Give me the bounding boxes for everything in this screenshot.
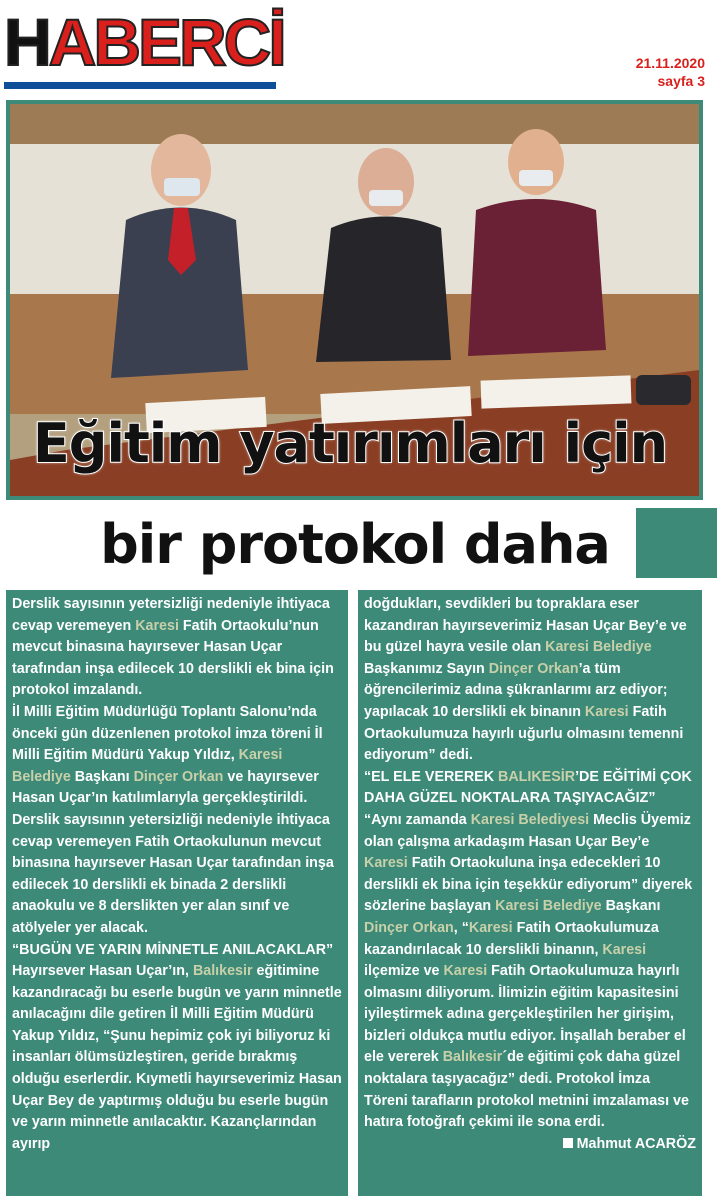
article-paragraph (12, 961, 342, 1155)
highlighted-name: Karesi Belediyesi (470, 811, 590, 828)
article-paragraph (12, 594, 342, 702)
paragraph-text: doğdukları, sevdikleri bu topraklara eser kazandıran hayırseverimiz Hasan Uçar Bey’e ve bu güzel hayra vesile olan (364, 596, 687, 656)
article-column-left (6, 590, 348, 1196)
headline-line-2-box (72, 508, 638, 584)
highlighted-name: BALIKESİR (498, 768, 576, 785)
paragraph-text: Meclis Üyemiz olan çalışma arkadaşım Hasan Uçar Bey’e (364, 811, 691, 850)
paragraph-text: “EL ELE VEREREK (364, 768, 498, 785)
byline (364, 1134, 696, 1156)
paragraph-text: Hayırsever Hasan Uçar’ın, (12, 963, 193, 980)
dateline (636, 54, 705, 90)
article-paragraph (12, 940, 342, 962)
headline-accent-block (636, 508, 717, 578)
article-paragraph (12, 810, 342, 940)
headline-spacer (4, 508, 72, 584)
paragraph-text: Derslik sayısının yetersizliği nedeniyle ihtiyaca cevap veremeyen (12, 596, 330, 634)
haberci-logo (4, 2, 284, 90)
highlighted-name: Karesi Belediye (12, 747, 283, 785)
headline-line-1: Eğitim yatırımları için (32, 412, 668, 475)
paragraph-text: İl Milli Eğitim Müdürlüğü Toplantı Salonu’nda önceki gün düzenlenen protokol imza töreni İl Milli Eğitim Müdürü Yakup Yıldız, (12, 703, 323, 764)
issue-date: 21.11.2020 (635, 55, 705, 71)
highlighted-name: Dinçer Orkan (364, 919, 454, 936)
article-paragraph (12, 702, 342, 810)
highlighted-name: Karesi (135, 617, 179, 634)
paragraph-text: Fatih Ortaokulu’nun mevcut binasına hayırsever Hasan Uçar tarafından inşa edilecek 10 derslikli ek bina için protokol imzalandı. (12, 617, 334, 699)
byline-square-icon (563, 1138, 573, 1148)
headline-line-2: bir protokol daha (100, 513, 610, 576)
paragraph-text: , “ (453, 919, 469, 936)
paragraph-text: Başkanı (70, 768, 134, 785)
paragraph-text: Başkanımız Sayın (364, 660, 489, 677)
highlighted-name: Karesi Belediye (545, 639, 652, 656)
article-column-right (358, 590, 702, 1196)
paragraph-text: eğitimine kazandıracağı bu eserle bugün ve yarın minnetle anılacağını dile getiren İl Milli Eğitim Müdürü Yakup Yıldız, “Şunu hepimiz çok iyi biliyoruz ki insanları ölümsüzleştiren, geride bırakmış olduğu eserlerdir. Kıymetli hayırseverimiz Hasan Uçar Bey de yaptırmış olduğu bu eserle bugün ve yarın minnetle anılacaktır. Kazançlarından ayırıp (12, 963, 342, 1152)
highlighted-name: Karesi (584, 703, 629, 720)
highlighted-name: Balıkesir (192, 963, 253, 980)
byline-author: Mahmut ACARÖZ (576, 1135, 696, 1152)
highlighted-name: Dinçer Orkan (488, 660, 579, 677)
paragraph-text: “BUGÜN VE YARIN MİNNETLE ANILACAKLAR” (12, 941, 334, 958)
paragraph-text: ve hayırsever Hasan Uçar’ın katılımlarıyla gerçekleştirildi. (12, 768, 319, 807)
highlighted-name: Dinçer Orkan (133, 768, 224, 785)
paragraph-text: Derslik sayısının yetersizliği nedeniyle ihtiyaca cevap veremeyen Fatih Ortaokulunun mevcut binasına hayırsever Hasan Uçar tarafından inşa edilecek 10 derslikli ek binada 2 derslikli anaokulu ve 8 derslikten yer alan sınıf ve atölyeler yer alacak. (12, 811, 334, 936)
paragraph-text: ilçemize ve (364, 963, 444, 980)
paragraph-text: Başkanı (601, 898, 661, 915)
logo-first-letter: H (4, 5, 49, 79)
logo-wordmark (4, 2, 284, 82)
highlighted-name: Karesi (602, 941, 647, 958)
paragraph-text: Fatih Ortaokulumuza kazandırılacak 10 derslikli binanın, (364, 919, 659, 958)
highlighted-name: Karesi (468, 919, 513, 936)
paragraph-text: ’a tüm öğrencilerimiz adına şükranlarımı arz ediyor; yapılacak 10 derslikli ek binanın (364, 660, 668, 720)
paragraph-text: Fatih Ortaokulumuza hayırlı olmasını diliyorum. İlimizin eğitim kapasitesini iyileştirmek adına gerçekleştirilen her girişim, bizleri oldukça mutlu ediyor. İnşallah beraber el ele vererek (364, 963, 686, 1066)
page-number: sayfa 3 (657, 73, 705, 89)
paragraph-text: ´de eğitimi çok daha güzel noktalara taşıyacağız” dedi. Protokol İmza Töreni tarafların protokol metnini imzalaması ve hatıra fotoğrafı çekimi ile sona erdi. (364, 1049, 689, 1131)
paragraph-text: ’DE EĞİTİMİ ÇOK DAHA GÜZEL NOKTALARA TAŞIYACAĞIZ” (364, 768, 692, 807)
highlighted-name: Karesi (364, 855, 408, 872)
paragraph-text: Fatih Ortaokuluna inşa edecekleri 10 derslikli ek bina için teşekkür ediyorum” diyerek sözlerine başlayan (364, 855, 693, 915)
article-paragraph (364, 810, 696, 1134)
highlighted-name: Karesi (443, 963, 488, 980)
logo-underline-bar (4, 82, 276, 89)
logo-rest: ABERCİ (48, 5, 284, 79)
article-paragraph (364, 767, 696, 810)
paragraph-text: “Aynı zamanda (364, 811, 471, 828)
highlighted-name: Karesi Belediye (495, 898, 602, 915)
article-paragraph (364, 594, 696, 767)
highlighted-name: Balıkesir (442, 1049, 503, 1066)
paragraph-text: Fatih Ortaokulumuza hayırlı uğurlu olmasını temenni ediyorum” dedi. (364, 703, 684, 764)
